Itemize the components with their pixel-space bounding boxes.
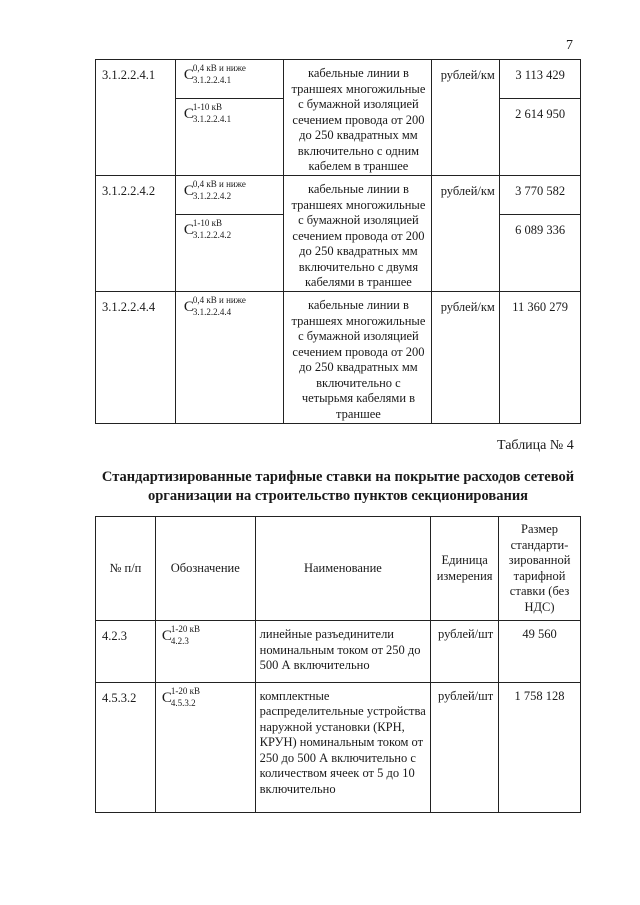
row-number: 4.2.3 [96, 621, 156, 683]
rate-value: 49 560 [499, 621, 581, 683]
rate-value: 3 770 582 [515, 184, 566, 198]
unit-cell: рублей/шт [431, 621, 499, 683]
tariff-symbol: C 0,4 кВ и ниже 3.1.2.2.4.4 [183, 295, 246, 317]
header-unit: Единица измерения [431, 517, 499, 621]
value-cell [500, 176, 581, 292]
designation-cell [175, 292, 283, 424]
table-caption: Таблица № 4 [497, 438, 574, 453]
row-number: 3.1.2.2.4.2 [96, 176, 176, 292]
unit-cell: рублей/км [432, 176, 500, 292]
rate-value: 2 614 950 [500, 98, 580, 136]
designation-cell [175, 176, 283, 292]
row-number: 3.1.2.2.4.1 [96, 60, 176, 176]
row-number: 4.5.3.2 [96, 682, 156, 812]
tariff-symbol: C 1-20 кВ 4.5.3.2 [161, 685, 200, 708]
table-row [96, 682, 581, 812]
row-number: 3.1.2.2.4.4 [96, 292, 176, 424]
tariff-symbol: C 1-10 кВ 3.1.2.2.4.2 [183, 218, 232, 240]
page-number: 7 [566, 38, 573, 53]
rate-value: 3 113 429 [515, 68, 565, 82]
description-cell: комплектные распределительные устройства наружной установки (КРН, КРУН) номинальным током от 250 до 500 А включительно с количеством ячеек от 5 до 10 включительно [255, 682, 431, 812]
designation-cell [155, 621, 255, 683]
header-rate: Размер стандарти-зированной тарифной ставки (без НДС) [499, 517, 581, 621]
table-header-row [96, 517, 581, 621]
unit-cell: рублей/шт [431, 682, 499, 812]
header-name: Наименование [255, 517, 431, 621]
section-heading: Стандартизированные тарифные ставки на покрытие расходов сетевой организации на строительство пунктов секционирования [101, 469, 575, 504]
unit-cell: рублей/км [432, 292, 500, 424]
header-num: № п/п [96, 517, 156, 621]
unit-cell: рублей/км [432, 60, 500, 176]
description-cell: кабельные линии в траншеях многожильные с бумажной изоляцией сечением провода от 200 до 250 квадратных мм включительно с одним кабелем в траншее [283, 60, 432, 176]
table-row [96, 621, 581, 683]
rate-value: 6 089 336 [500, 214, 580, 252]
sectioning-points-table [95, 516, 581, 813]
value-cell [500, 60, 581, 176]
value-cell [500, 292, 581, 424]
table-row [96, 60, 581, 176]
description-cell: линейные разъединители номинальным током от 250 до 500 А включительно [255, 621, 431, 683]
description-cell: кабельные линии в траншеях многожильные с бумажной изоляцией сечением провода от 200 до 250 квадратных мм включительно с двумя кабелями в траншее [283, 176, 432, 292]
tariff-table-continued [95, 59, 581, 424]
header-designation: Обозначение [155, 517, 255, 621]
tariff-symbol: C 1-10 кВ 3.1.2.2.4.1 [183, 102, 232, 124]
table-row [96, 176, 581, 292]
table-row [96, 292, 581, 424]
tariff-symbol: C 0,4 кВ и ниже 3.1.2.2.4.2 [183, 179, 246, 201]
designation-cell [175, 60, 283, 176]
rate-value: 1 758 128 [499, 682, 581, 812]
rate-value: 11 360 279 [512, 300, 568, 314]
designation-cell [155, 682, 255, 812]
tariff-symbol: C 1-20 кВ 4.2.3 [161, 624, 200, 646]
description-cell: кабельные линии в траншеях многожильные с бумажной изоляцией сечением провода от 200 до 250 квадратных мм включительно с четырьмя кабелями в траншее [283, 292, 432, 424]
tariff-symbol: C 0,4 кВ и ниже 3.1.2.2.4.1 [183, 63, 246, 85]
